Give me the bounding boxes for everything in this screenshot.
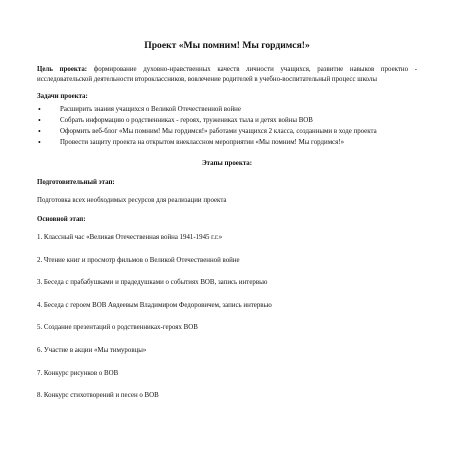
main-stage-item: 6. Участие в акции «Мы тимуровцы» (37, 346, 147, 354)
main-stage-item: 4. Беседа с героем ВОВ Авдеевым Владимиром Федоровичем, запись интервью (37, 301, 272, 309)
prep-stage-heading: Подготовительный этап: (37, 179, 115, 186)
main-stage-item: 1. Классный час «Великая Отечественная война 1941-1945 г.г.» (37, 234, 223, 241)
document-title: Проект «Мы помним! Мы гордимся!» (144, 40, 310, 51)
task-text: Провести защиту проекта на открытом внеклассном мероприятии «Мы помним! Мы гордимся!» (60, 139, 345, 146)
bullet-icon: • (38, 105, 41, 114)
main-stage-list (37, 233, 417, 401)
main-stage-item: 8. Конкурс стихотворений и песен о ВОВ (37, 392, 159, 400)
task-text: Расширить знания учащихся о Великой Отечественной войне (60, 106, 241, 113)
bullet-icon: • (38, 116, 41, 125)
task-text: Оформить веб-блог «Мы помним! Мы гордимся!» работами учащихся 2 класса, созданными в ходе проекта (60, 128, 377, 135)
stages-heading: Этапы проекта: (201, 160, 253, 167)
main-stage-item: 3. Беседа с прабабушками и прадедушками о событиях ВОВ, запись интервью (37, 279, 268, 287)
tasks-list (37, 105, 417, 148)
task-item (37, 138, 417, 148)
task-item (37, 105, 417, 115)
main-stage-item: 5. Создание презентаций о родственниках-героях ВОВ (37, 324, 198, 332)
prep-stage-text: Подготовка всех необходимых ресурсов для реализации проекта (37, 197, 227, 204)
task-text: Собрать информацию о родственниках - героях, тружениках тыла и детях войны ВОВ (60, 117, 313, 124)
task-item (37, 127, 417, 137)
goal-label: Цель проекта: (37, 66, 88, 73)
goal-paragraph (37, 65, 417, 85)
main-stage-item: 2. Чтение книг и просмотр фильмов о Великой Отечественной войне (37, 256, 240, 264)
goal-text: формирование духовно-нравственных качеств личности учащихся, развитие навыков проектно - исследовательской деятельности второклассников, вовлечение родителей в учебно-воспитательный процесс школы (37, 66, 417, 83)
bullet-icon: • (38, 138, 41, 147)
bullet-icon: • (38, 127, 41, 136)
tasks-heading: Задачи проекта: (37, 93, 88, 100)
main-stage-heading: Основной этап: (37, 216, 86, 223)
main-stage-item: 7. Конкурс рисунков о ВОВ (37, 369, 119, 377)
task-item (37, 116, 417, 126)
